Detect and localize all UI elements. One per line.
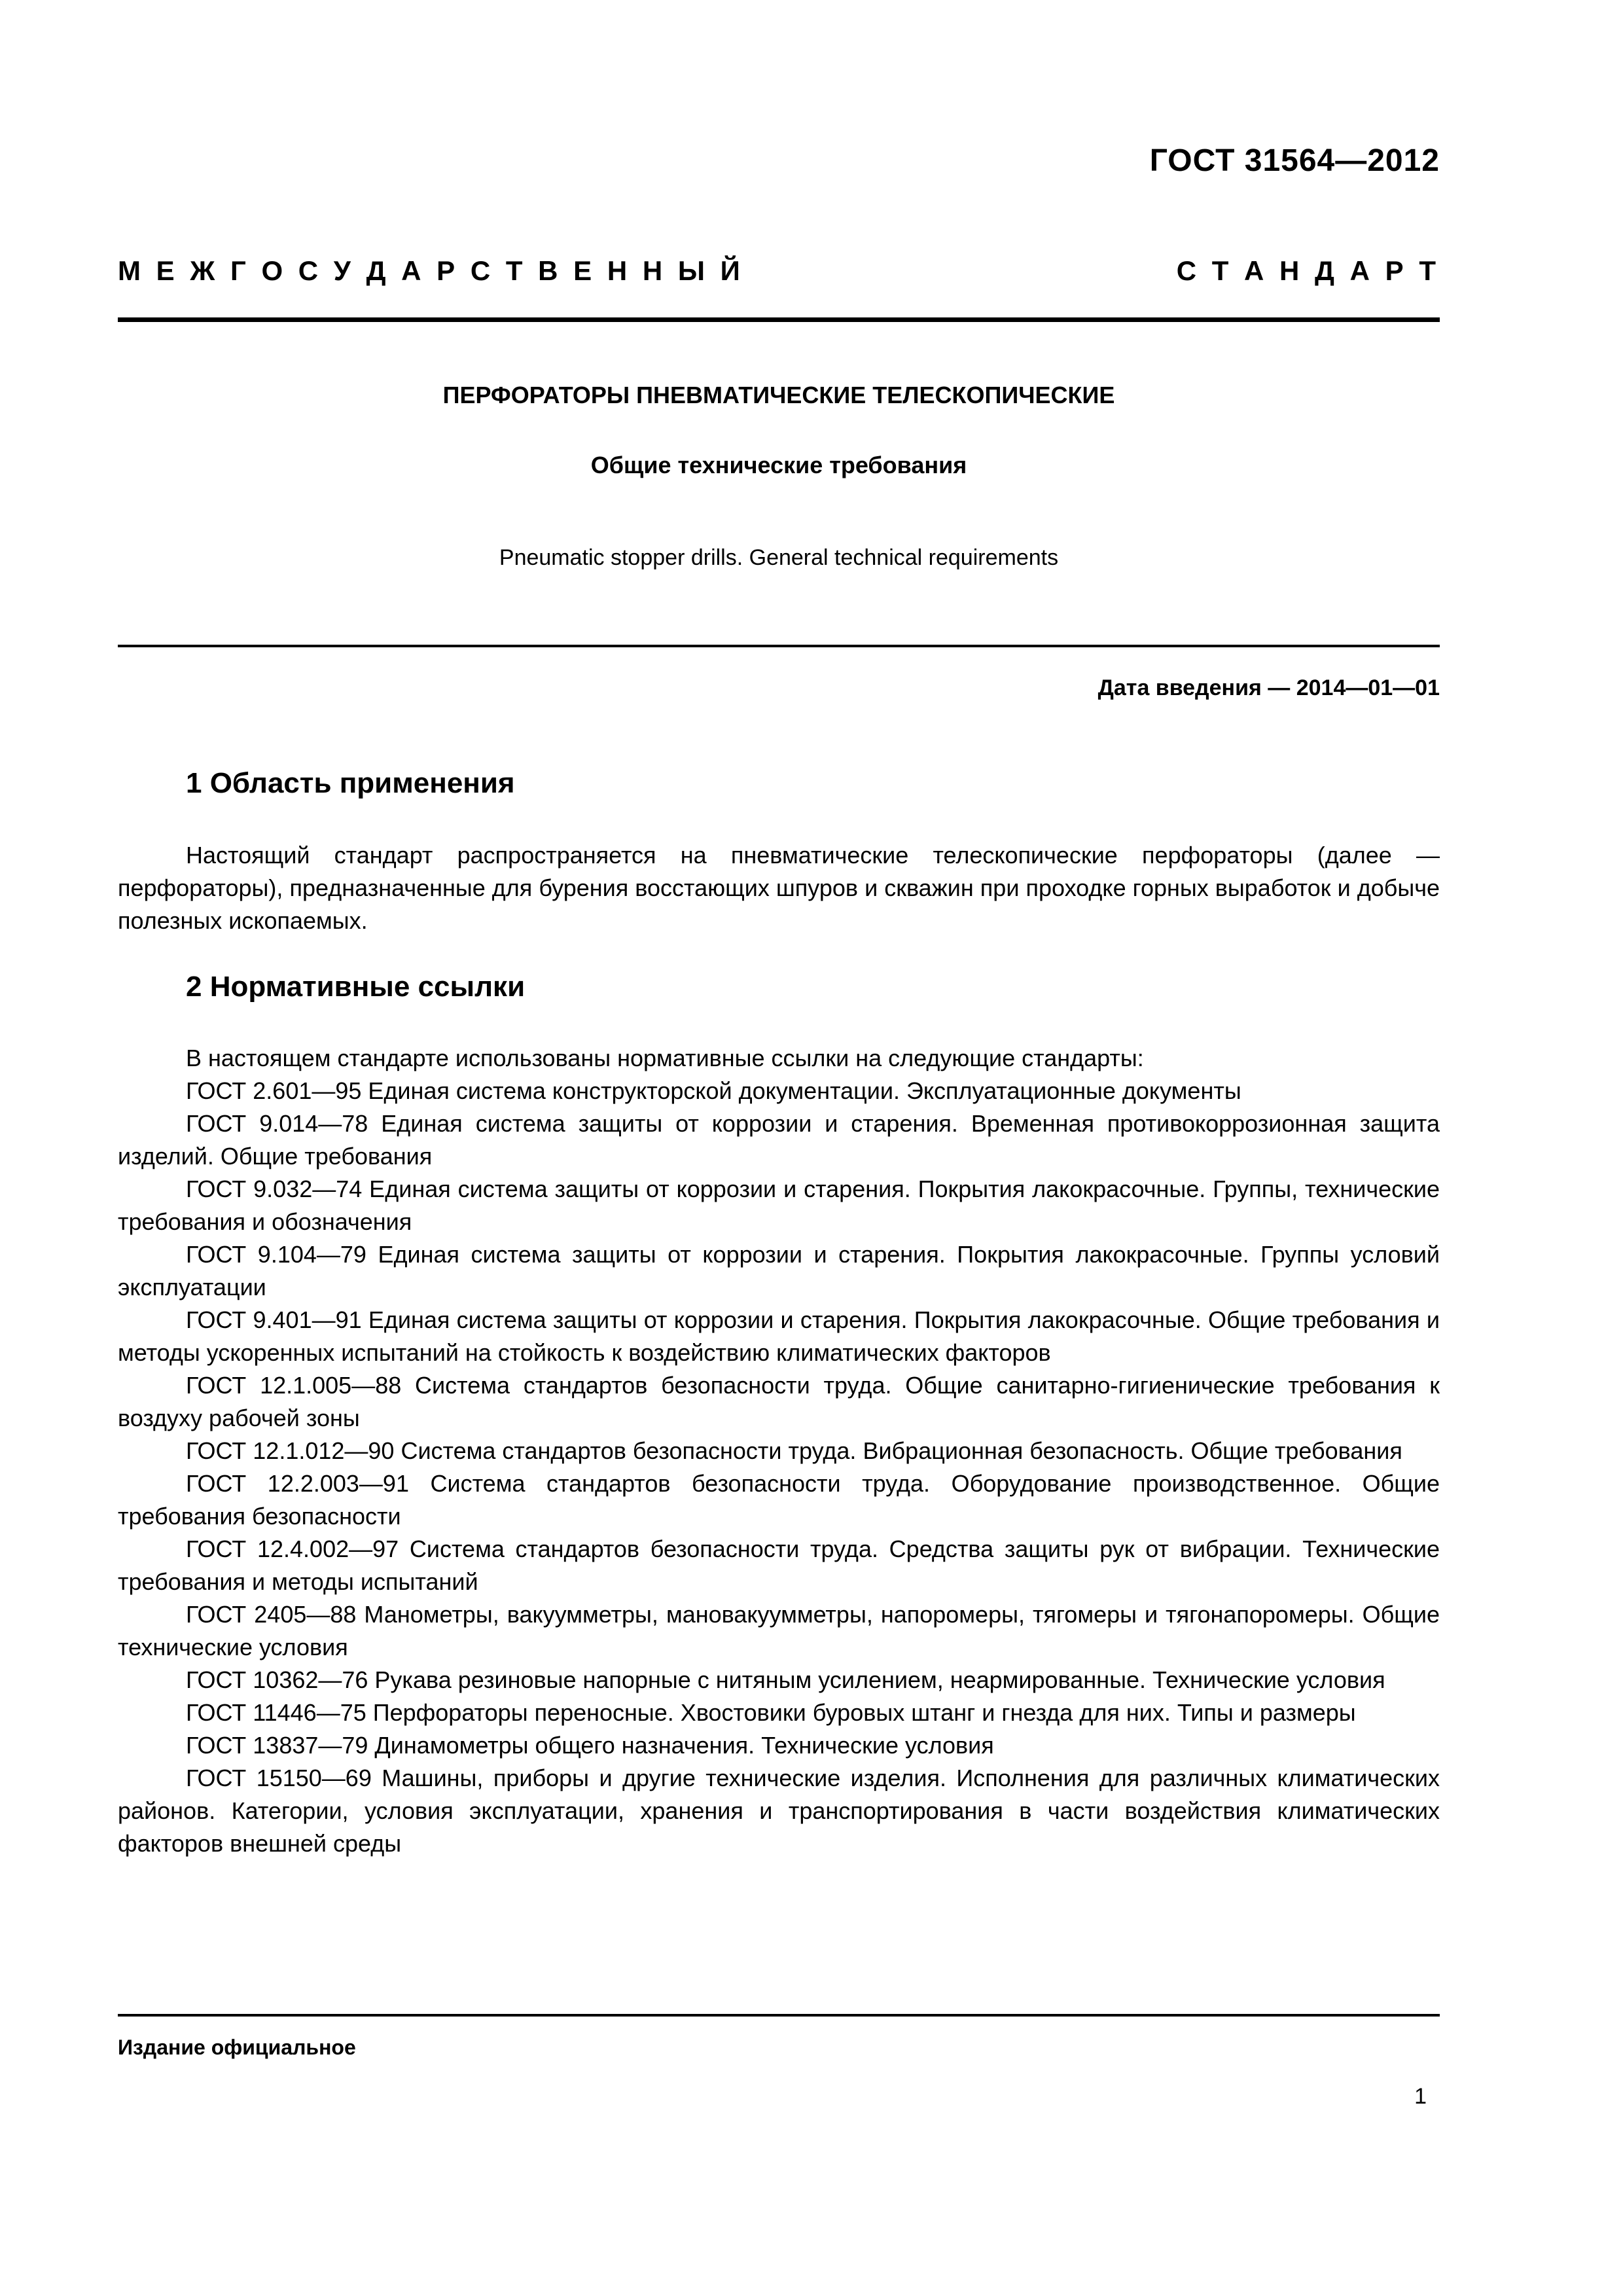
interstate-standard-banner (118, 255, 1440, 287)
section-heading-normative-references: 2 Нормативные ссылки (186, 971, 526, 1003)
document-title: ПЕРФОРАТОРЫ ПНЕВМАТИЧЕСКИЕ ТЕЛЕСКОПИЧЕСКИЕ (442, 382, 1115, 408)
document-subtitle: Общие технические требования (590, 452, 967, 478)
section-body-normative-references (118, 1042, 1440, 1860)
references-intro: В настоящем стандарте использованы нормативные ссылки на следующие стандарты: (186, 1045, 1144, 1071)
reference-item: ГОСТ 9.032—74 Единая система защиты от коррозии и старения. Покрытия лакокрасочные. Группы, технические требования и обозначения (118, 1175, 1440, 1235)
official-edition-label: Издание официальное (118, 2036, 356, 2059)
banner-word-interstate: М Е Ж Г О С У Д А Р С Т В Е Н Н Ы Й (118, 255, 744, 286)
english-title: Pneumatic stopper drills. General technical requirements (499, 545, 1059, 570)
introduction-date: Дата введения — 2014—01—01 (1097, 675, 1440, 700)
reference-item: ГОСТ 2.601—95 Единая система конструкторской документации. Эксплуатационные документы (186, 1077, 1241, 1104)
standard-number: ГОСТ 31564—2012 (1149, 143, 1440, 178)
reference-item: ГОСТ 2405—88 Манометры, вакуумметры, мановакуумметры, напоромеры, тягомеры и тягонапоромеры. Общие технические условия (118, 1601, 1440, 1660)
header-rule (118, 317, 1440, 322)
section-heading-scope: 1 Область применения (186, 767, 515, 799)
banner-word-standard: С Т А Н Д А Р Т (1176, 255, 1440, 286)
reference-item: ГОСТ 9.104—79 Единая система защиты от коррозии и старения. Покрытия лакокрасочные. Группы условий эксплуатации (118, 1241, 1440, 1300)
page-number: 1 (1414, 2084, 1427, 2109)
reference-item: ГОСТ 13837—79 Динамометры общего назначения. Технические условия (186, 1732, 994, 1759)
reference-item: ГОСТ 10362—76 Рукава резиновые напорные с нитяным усилением, неармированные. Технические условия (186, 1666, 1385, 1693)
reference-item: ГОСТ 12.4.002—97 Система стандартов безопасности труда. Средства защиты рук от вибрации. Технические требования и методы испытаний (118, 1535, 1440, 1595)
reference-item: ГОСТ 9.401—91 Единая система защиты от коррозии и старения. Покрытия лакокрасочные. Общие требования и методы ускоренных испытаний на стойкость к воздействию климатических факторов (118, 1306, 1440, 1366)
reference-item: ГОСТ 15150—69 Машины, приборы и другие технические изделия. Исполнения для различных климатических районов. Категории, условия эксплуатации, хранения и транспортирования в части воздействия климатических факторов внешней среды (118, 1765, 1440, 1857)
footer-rule (118, 2014, 1440, 2017)
title-rule (118, 645, 1440, 647)
section-body-scope (118, 839, 1440, 937)
reference-item: ГОСТ 12.1.005—88 Система стандартов безопасности труда. Общие санитарно-гигиенические требования к воздуху рабочей зоны (118, 1372, 1440, 1431)
reference-item: ГОСТ 9.014—78 Единая система защиты от коррозии и старения. Временная противокоррозионная защита изделий. Общие требования (118, 1110, 1440, 1170)
reference-item: ГОСТ 12.1.012—90 Система стандартов безопасности труда. Вибрационная безопасность. Общие требования (186, 1437, 1402, 1464)
reference-item: ГОСТ 11446—75 Перфораторы переносные. Хвостовики буровых штанг и гнезда для них. Типы и размеры (186, 1699, 1356, 1726)
reference-item: ГОСТ 12.2.003—91 Система стандартов безопасности труда. Оборудование производственное. Общие требования безопасности (118, 1470, 1440, 1530)
paragraph: Настоящий стандарт распространяется на пневматические телескопические перфораторы (далее — перфораторы), предназначенные для бурения восстающих шпуров и скважин при проходке горных выработок и добыче полезных ископаемых. (118, 842, 1440, 934)
